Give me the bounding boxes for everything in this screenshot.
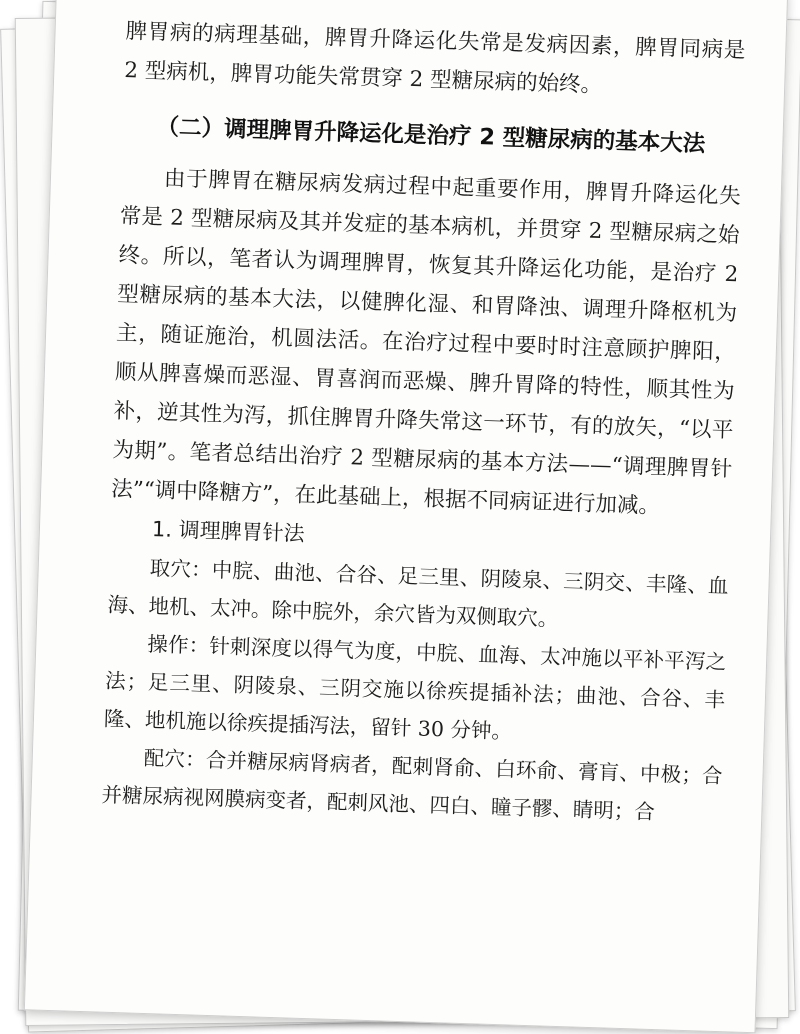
operation-paragraph: 操作：针刺深度以得气为度，中脘、血海、太冲施以平补平泻之法；足三里、阴陵泉、三阴交施以徐疾提插补法；曲池、合谷、丰隆、地机施以徐疾提插泻法，留针 30 分钟。 [103,631,727,744]
intro-paragraph: 脾胃病的病理基础，脾胃升降运化失常是发病因素，脾胃同病是 2 型病机，脾胃功能失常贯穿 2 型糖尿病的始终。 [123,18,746,98]
section-heading: （二）调理脾胃升降运化是治疗 2 型糖尿病的基本大法 [156,113,706,158]
supplementary-points-paragraph: 配穴：合并糖尿病肾病者，配刺肾俞、白环俞、膏肓、中极；合并糖尿病视网膜病变者，配刺风池、四白、瞳子髎、睛明；合 [101,745,723,824]
page-text [101,12,746,833]
acupoints-paragraph: 取穴：中脘、曲池、合谷、足三里、阴陵泉、三阴交、丰隆、血海、地机、太冲。除中脘外，余穴皆为双侧取穴。 [107,555,729,631]
book-page [24,0,788,1033]
subsection-heading: 1. 调理脾胃针法 [151,517,306,546]
section-paragraph: 由于脾胃在糖尿病发病过程中起重要作用，脾胃升降运化失常是 2 型糖尿病及其并发症的基本病机，并贯穿 2 型糖尿病之始终。所以，笔者认为调理脾胃，恢复其升降运化功能，是治疗 2 型糖尿病的基本大法，以健脾化湿、和胃降浊、调理升降枢机为主，随证施治，机圆法活。在治疗过程中要时时注意顾护脾阳，顺从脾喜燥而恶湿、胃喜润而恶燥、脾升胃降的特性，顺其性为补，逆其性为泻，抓住脾胃升降失常这一环节，有的放矢，“以平为期”。笔者总结出治疗 2 型糖尿病的基本方法——“调理脾胃针法”“调中降糖方”，在此基础上，根据不同病证进行加减。 [110,166,742,519]
